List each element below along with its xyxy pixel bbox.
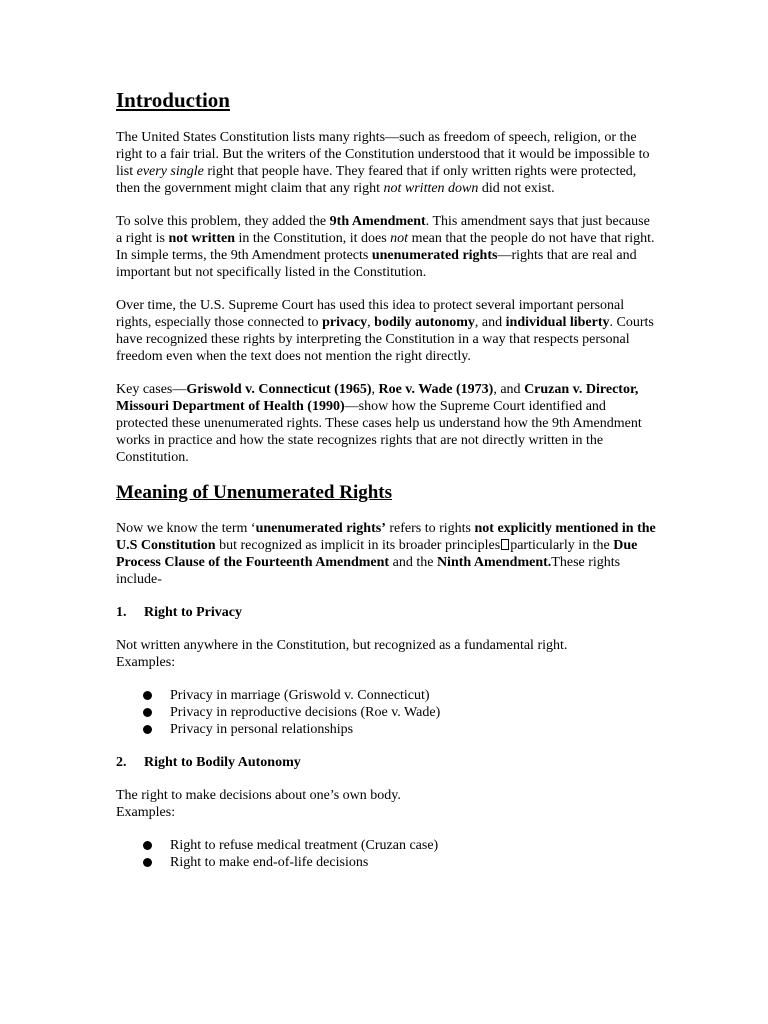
list-item-text: Privacy in personal relationships xyxy=(170,722,354,737)
text-run-bold: unenumerated rights’ xyxy=(255,521,386,536)
item-title: Right to Privacy xyxy=(144,605,242,620)
meaning-paragraph xyxy=(116,520,656,588)
text-run: , xyxy=(367,315,375,330)
item-number: 1. xyxy=(116,605,127,620)
text-run: —show how the Supreme Court identified and protected these unenumerated rights. These cases help us understand how the 9th Amendment works in practice and how the state recognizes rights that are not directly written in the Constitution. xyxy=(116,399,642,465)
text-run: , and xyxy=(493,382,525,397)
text-run: —rights that are real and important but not specifically listed in the Constitution. xyxy=(116,248,637,280)
list-item-text: Right to make end-of-life decisions xyxy=(170,855,369,870)
text-run: Not written anywhere in the Constitution, but recognized as a fundamental right. xyxy=(116,638,568,653)
text-run: These rights include- xyxy=(116,555,621,587)
text-run-bold: Due Process Clause of the Fourteenth Amendment xyxy=(116,538,638,570)
list-item xyxy=(116,721,656,738)
text-run: The right to make decisions about one’s own body. xyxy=(116,788,401,803)
text-run: , xyxy=(371,382,379,397)
bullet-icon xyxy=(143,725,152,734)
text-run-bold: unenumerated rights xyxy=(371,248,498,263)
item-2-heading xyxy=(116,754,656,771)
examples-label: Examples: xyxy=(116,805,176,820)
text-run: in the Constitution, it does xyxy=(235,231,391,246)
item-2-description xyxy=(116,787,656,821)
text-run-italic: not xyxy=(390,231,409,246)
text-run-italic: not written down xyxy=(383,181,479,196)
list-item xyxy=(116,704,656,721)
text-run: The United States Constitution lists many rights—such as freedom of speech, religion, or the right to a fair trial. But the writers of the Constitution understood that it would be impossible to list xyxy=(116,130,650,179)
item-2-bullet-list xyxy=(116,837,656,871)
intro-paragraph-3 xyxy=(116,297,656,365)
text-run: Now we know the term ‘ xyxy=(116,521,256,536)
text-run: particularly in the xyxy=(510,538,614,553)
text-run: Over time, the U.S. Supreme Court has used this idea to protect several important personal rights, especially those connected to xyxy=(116,298,625,330)
text-run: mean that the people do not have that right. In simple terms, the 9th Amendment protects xyxy=(116,231,655,263)
text-run: right that people have. They feared that if only written rights were protected, then the government might claim that any right xyxy=(116,164,637,196)
introduction-heading: Introduction xyxy=(116,88,230,112)
list-item xyxy=(116,854,656,871)
item-title: Right to Bodily Autonomy xyxy=(144,755,301,770)
text-run: did not exist. xyxy=(478,181,555,196)
text-run: and the xyxy=(389,555,437,570)
intro-paragraph-2 xyxy=(116,213,656,281)
item-1-bullet-list xyxy=(116,687,656,738)
text-run-bold: Griswold v. Connecticut (1965) xyxy=(186,382,372,397)
bullet-icon xyxy=(143,858,152,867)
text-run-bold: not explicitly mentioned in the U.S Constitution xyxy=(116,521,656,553)
bullet-icon xyxy=(143,691,152,700)
text-run-bold: bodily autonomy xyxy=(374,315,475,330)
intro-paragraph-1 xyxy=(116,129,656,197)
bullet-icon xyxy=(143,708,152,717)
meaning-heading: Meaning of Unenumerated Rights xyxy=(116,482,393,503)
item-1-heading xyxy=(116,604,656,621)
text-run: , and xyxy=(474,315,506,330)
item-number: 2. xyxy=(116,755,127,770)
text-run: but recognized as implicit in its broader principles xyxy=(215,538,501,553)
text-run-bold: 9th Amendment xyxy=(329,214,426,229)
text-run-bold: privacy xyxy=(322,315,368,330)
text-run: refers to rights xyxy=(385,521,475,536)
text-run-bold: Roe v. Wade (1973) xyxy=(378,382,494,397)
intro-paragraph-4 xyxy=(116,381,656,466)
text-run-bold: not written xyxy=(168,231,235,246)
text-run-italic: every single xyxy=(136,164,204,179)
item-1-description xyxy=(116,637,656,671)
list-item-text: Privacy in marriage (Griswold v. Connecticut) xyxy=(170,688,430,703)
text-run: . This amendment says that just because a right is xyxy=(116,214,650,246)
document-page xyxy=(116,86,656,871)
text-run-bold: Cruzan v. Director, Missouri Department of Health (1990) xyxy=(116,382,639,414)
list-item-text: Right to refuse medical treatment (Cruzan case) xyxy=(170,838,439,853)
text-run: . Courts have recognized these rights by interpreting the Constitution in a way that respects personal freedom even when the text does not mention the right directly. xyxy=(116,315,654,364)
missing-glyph-box xyxy=(501,539,509,550)
text-run: Key cases— xyxy=(116,382,187,397)
text-run-bold: individual liberty xyxy=(505,315,610,330)
bullet-icon xyxy=(143,841,152,850)
text-run: To solve this problem, they added the xyxy=(116,214,330,229)
text-run-bold: Ninth Amendment. xyxy=(436,555,552,570)
list-item xyxy=(116,837,656,854)
list-item-text: Privacy in reproductive decisions (Roe v. Wade) xyxy=(170,705,441,720)
examples-label: Examples: xyxy=(116,655,176,670)
list-item xyxy=(116,687,656,704)
